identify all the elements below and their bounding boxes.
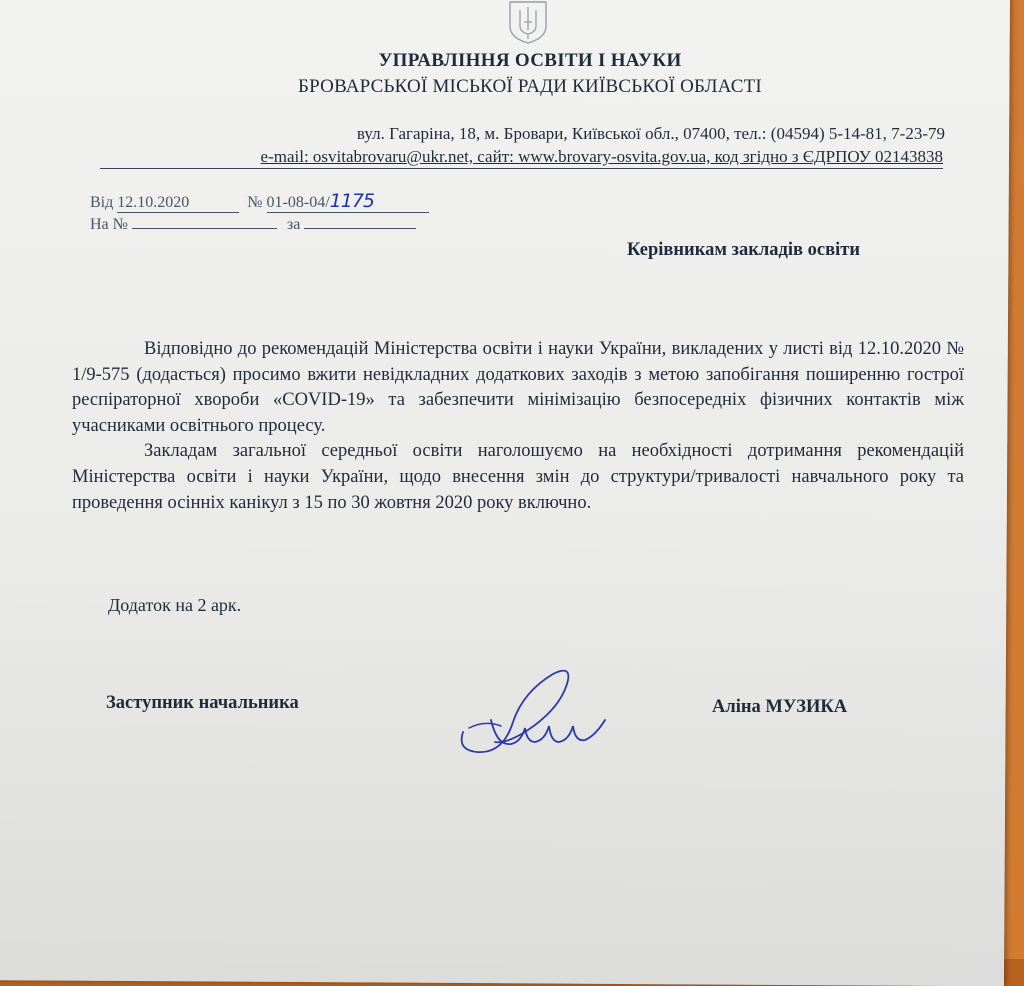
letter-number: 01-08-04/1175: [267, 190, 429, 213]
letter-date: 12.10.2020: [117, 194, 239, 213]
addressee: Керівникам закладів освіти: [627, 240, 860, 260]
attachment-note: Додаток на 2 арк.: [108, 595, 242, 615]
coat-of-arms-icon: [500, 0, 556, 44]
handwritten-number: 1175: [329, 190, 374, 212]
reply-date-blank: [304, 214, 416, 229]
date-label: Від: [90, 194, 114, 211]
body-paragraph-2: Закладам загальної середньої освіти наголошуємо на необхідності дотримання рекомендацій Міністерства освіти і науки України, щодо внесення змін до структури/тривалості навчального року та проведення осінніх канікул з 15 по 30 жовтня 2020 року включно.: [72, 441, 964, 513]
outgoing-reference-line: [90, 190, 429, 214]
organization-contacts: [100, 147, 943, 169]
reply-label: На №: [90, 216, 128, 233]
reply-to-label: за: [286, 216, 301, 233]
handwritten-signature-icon: [455, 662, 620, 767]
reply-number-blank: [132, 214, 277, 229]
body-paragraph-1: Відповідно до рекомендацій Міністерства освіти і науки України, викладених у листі від 12.10.2020 № 1/9-575 (додасться) просимо вжити невідкладних додаткових заходів з метою запобігання поширенню гострої респіраторної хвороби «COVID-19» та забезпечити мінімізацію безпосередніх фізичних контактів між учасниками освітнього процесу.: [72, 339, 964, 436]
organization-address: вул. Гагаріна, 18, м. Бровари, Київської обл., 07400, тел.: (04594) 5-14-81, 7-23-79: [356, 124, 945, 143]
letter-body: [72, 337, 964, 516]
signer-position: Заступник начальника: [106, 693, 299, 713]
organization-subtitle: БРОВАРСЬКОЇ МІСЬКОЇ РАДИ КИЇВСЬКОЇ ОБЛАСТІ: [298, 76, 762, 97]
organization-title: УПРАВЛІННЯ ОСВІТИ І НАУКИ: [378, 50, 682, 71]
contacts-text: e-mail: osvitabrovaru@ukr.net, сайт: www.brovary-osvita.gov.ua, код згідно з ЄДРПОУ 02143838: [260, 147, 943, 166]
signer-name: Аліна МУЗИКА: [712, 697, 848, 717]
reference-block: [90, 190, 429, 238]
incoming-reference-line: [90, 214, 429, 238]
number-label: №: [247, 194, 263, 211]
